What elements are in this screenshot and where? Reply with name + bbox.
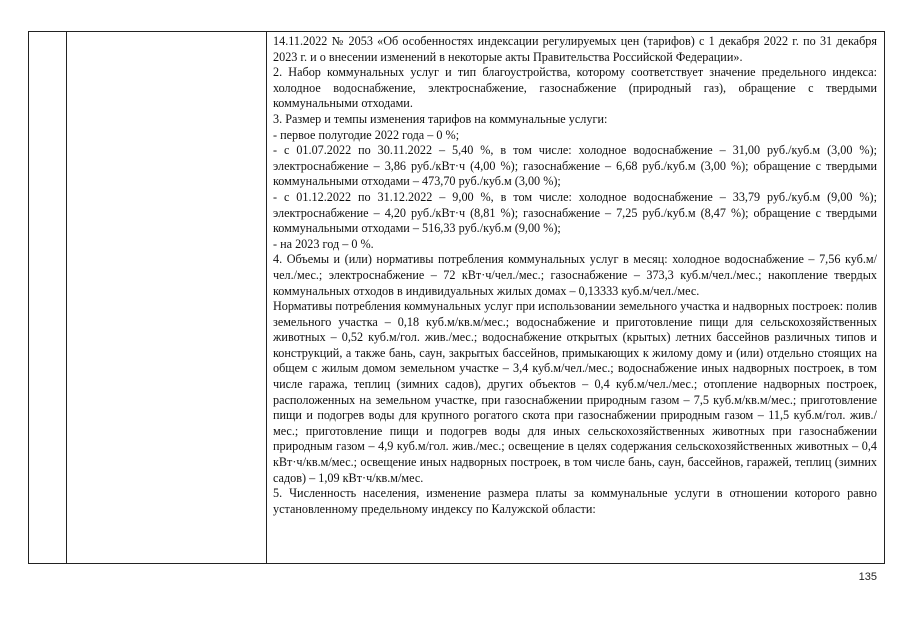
paragraph-tariff-dec-2022: - с 01.12.2022 по 31.12.2022 – 9,00 %, в том числе: холодное водоснабжение – 33,79 руб./куб.м (9,00 %); электроснабжение – 4,20 руб./кВт·ч (8,81 %); газоснабжение – 7,25 руб./куб.м (8,47 %); обращение с твердыми коммунальными отходами – 516,33 руб./куб.м (9,00 %);	[273, 189, 877, 236]
table-column-name	[67, 32, 267, 563]
page-number: 135	[858, 571, 877, 583]
table-column-content	[267, 32, 884, 563]
paragraph-services-set: 2. Набор коммунальных услуг и тип благоустройства, которому соответствует значение предельного индекса: холодное водоснабжение, электроснабжение, газоснабжение (природный газ), обращение с твердыми коммунальными отходами.	[273, 65, 877, 111]
paragraph-tariff-jul-nov-2022: - с 01.07.2022 по 30.11.2022 – 5,40 %, в том числе: холодное водоснабжение – 31,00 руб./куб.м (3,00 %); электроснабжение – 3,86 руб./кВт·ч (4,00 %); газоснабжение – 6,68 руб./куб.м (3,00 %); обращение с твердыми коммунальными отходами – 473,70 руб./куб.м (3,00 %);	[273, 143, 877, 189]
paragraph-tariff-h1-2022: - первое полугодие 2022 года – 0 %;	[273, 127, 460, 142]
table-frame	[28, 31, 885, 564]
paragraph-tariff-heading: 3. Размер и темпы изменения тарифов на коммунальные услуги:	[273, 111, 608, 126]
paragraph-resolution-title: 14.11.2022 № 2053 «Об особенностях индексации регулируемых цен (тарифов) с 1 декабря 2022 г. по 31 декабря 2023 г. и о внесении изменений в некоторые акты Правительства Российской Федерации».	[273, 34, 877, 64]
paragraph-consumption-volumes: 4. Объемы и (или) нормативы потребления коммунальных услуг в месяц: холодное водоснабжение – 7,56 куб.м/чел./мес.; электроснабжение – 72 кВт·ч/чел./мес.; газоснабжение – 373,3 куб.м/чел./мес.; накопление твердых коммунальных отходов в индивидуальных жилых домах – 0,13333 куб.м/чел./мес.	[273, 252, 877, 298]
paragraph-population: 5. Численность населения, изменение размера платы за коммунальные услуги в отношении которого равно установленному предельному индексу по Калужской области:	[273, 486, 877, 516]
table-column-number	[29, 32, 67, 563]
paragraph-tariff-2023: - на 2023 год – 0 %.	[273, 236, 374, 251]
paragraph-consumption-norms-land: Нормативы потребления коммунальных услуг при использовании земельного участка и надворных построек: полив земельного участка – 0,18 куб.м/кв.м/мес.; водоснабжение и приготовление пищи для сельскохозяйственных животных – 0,52 куб.м/гол. жив./мес.; водоснабжение открытых (крытых) летних бассейнов различных типов и конструкций, а также бань, саун, закрытых бассейнов, примыкающих к жилому дому и (или) отдельно стоящих на общем с жилым домом земельном участке – 3,4 куб.м/чел./мес.; водоснабжение иных надворных построек, в том числе гаража, теплиц (зимних садов), других объектов – 0,4 куб.м/чел./мес.; отопление надворных построек, расположенных на земельном участке, при газоснабжении природным газом – 7,5 куб.м/кв.м/мес.; приготовление пищи и подогрев воды для крупного рогатого скота при газоснабжении природным газом – 11,5 куб.м/гол. жив./мес.; приготовление пищи и подогрев воды для иных сельскохозяйственных животных при газоснабжении природным газом – 4,9 куб.м/гол. жив./мес.; освещение в целях содержания сельскохозяйственных животных – 0,4 кВт·ч/кв.м/мес.; освещение иных надворных построек, в том числе бань, саун, бассейнов, гаражей, теплиц (зимних садов) – 1,09 кВт·ч/кв.м/мес.	[273, 299, 877, 485]
